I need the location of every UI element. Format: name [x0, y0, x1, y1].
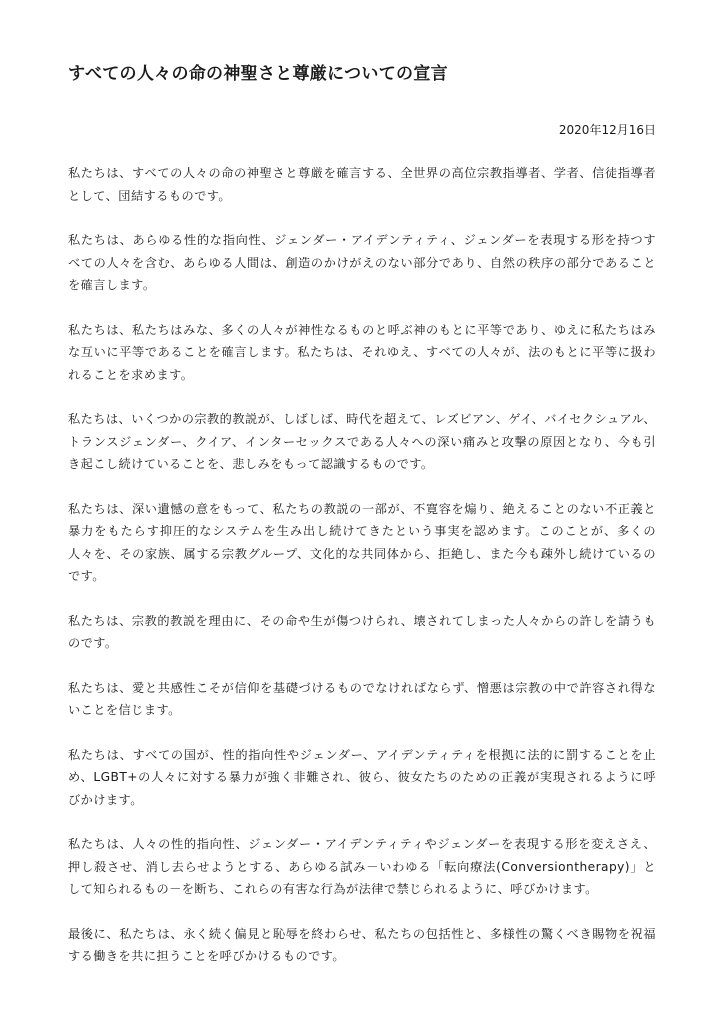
document-date: 2020年12月16日: [558, 123, 656, 137]
paragraph: 私たちは、深い遺憾の意をもって、私たちの教説の一部が、不寛容を煽り、絶えることのない不正義と暴力をもたらす抑圧的なシステムを生み出し続けてきたという事実を認めます。このことが、多くの人々を、その家族、属する宗教グループ、文化的な共同体から、拒絶し、また今も疎外し続けているのです。: [68, 501, 656, 583]
paragraph: 私たちは、すべての国が、性的指向性やジェンダー、アイデンティティを根拠に法的に罰することを止め、LGBT+の人々に対する暴力が強く非難され、彼ら、彼女たちのための正義が実現されるように呼びかけます。: [68, 747, 656, 807]
paragraph: 私たちは、いくつかの宗教的教説が、しばしば、時代を超えて、レズビアン、ゲイ、バイセクシュアル、トランスジェンダー、クイア、インターセックスである人々への深い痛みと攻撃の原因となり、今も引き起こし続けていることを、悲しみをもって認識するものです。: [68, 412, 656, 471]
paragraph: 私たちは、私たちはみな、多くの人々が神性なるものと呼ぶ神のもとに平等であり、ゆえに私たちはみな互いに平等であることを確言します。私たちは、それゆえ、すべての人々が、法のもとに平等に扱われることを求めます。: [68, 322, 656, 382]
paragraph: 私たちは、あらゆる性的な指向性、ジェンダー・アイデンティティ、ジェンダーを表現する形を持つすべての人々を含む、あらゆる人間は、創造のかけがえのない部分であり、自然の秩序の部分であることを確言します。: [68, 233, 656, 292]
paragraph: 私たちは、宗教的教説を理由に、その命や生が傷つけられ、壊されてしまった人々からの許しを請うものです。: [68, 613, 656, 650]
paragraph: 私たちは、すべての人々の命の神聖さと尊厳を確言する、全世界の高位宗教指導者、学者、信徒指導者として、団結するものです。: [68, 166, 656, 203]
document-title: すべての人々の命の神聖さと尊厳についての宣言: [68, 64, 448, 84]
paragraph: 私たちは、愛と共感性こそが信仰を基礎づけるものでなければならず、憎悪は宗教の中で許容され得ないことを信じます。: [68, 680, 656, 717]
document-body: [68, 162, 656, 968]
paragraph: 私たちは、人々の性的指向性、ジェンダー・アイデンティティやジェンダーを表現する形を変えさえ、押し殺させ、消し去らせようとする、あらゆる試み－いわゆる「転向療法(Conversiontherapy)」として知られるもの－を断ち、これらの有害な行為が法律で禁じられるように、呼びかけます。: [68, 837, 656, 896]
paragraph: 最後に、私たちは、永く続く偏見と恥辱を終わらせ、私たちの包括性と、多様性の驚くべき賜物を祝福する働きを共に担うことを呼びかけるものです。: [68, 926, 656, 963]
